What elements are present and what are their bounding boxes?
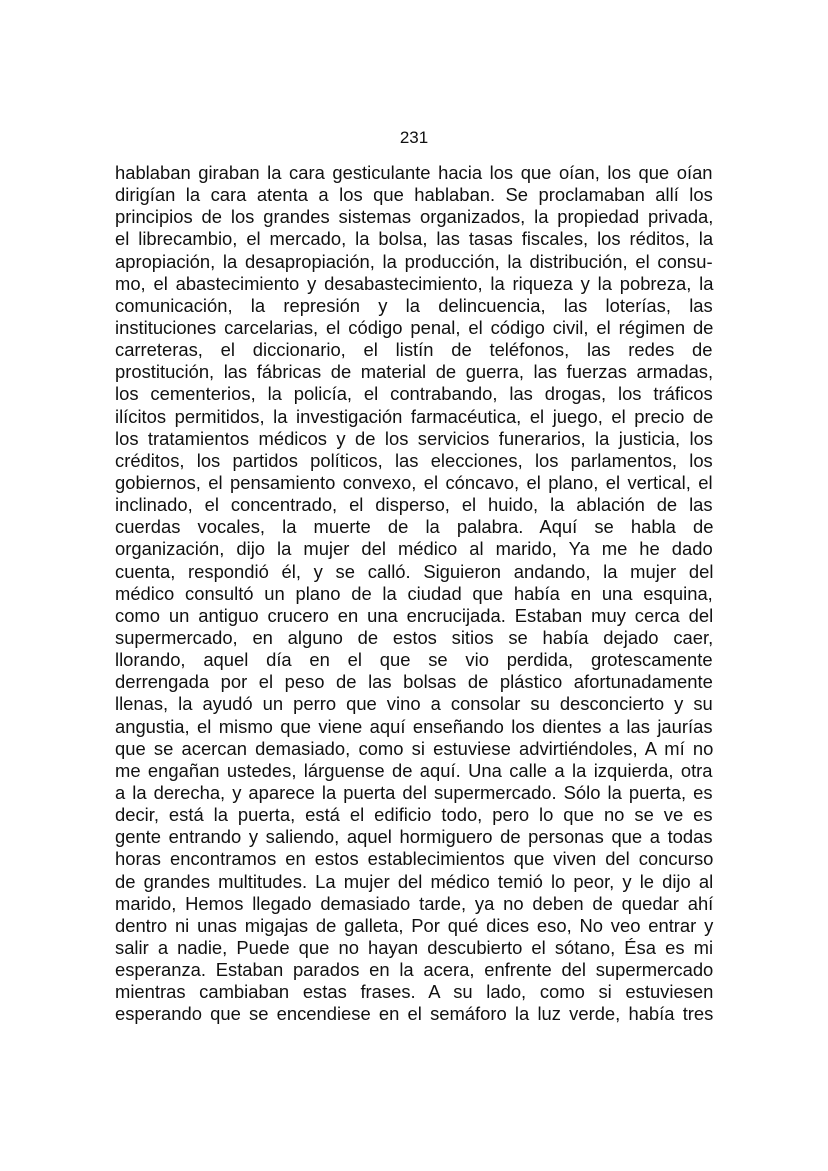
text-line: me engañan ustedes, lárguense de aquí. Una calle a la izquierda, otra [115,759,713,781]
text-line: prostitución, las fábricas de material de guerra, las fuerzas armadas, [115,361,714,383]
text-line: derrengada por el peso de las bolsas de plástico afortunadamente [115,671,713,693]
text-line: gobiernos, el pensamiento convexo, el cóncavo, el plano, el vertical, el [115,471,713,493]
text-line: horas encontramos en estos establecimientos que viven del concurso [115,848,714,870]
text-line: supermercado, en alguno de estos sitios se había dejado caer, [115,626,714,648]
text-line: comunicación, la represión y la delincuencia, las loterías, las [115,294,713,316]
text-line: esperando que se encendiese en el semáforo la luz verde, había tres [115,1003,714,1025]
text-line: salir a nadie, Puede que no hayan descubierto el sótano, Ésa es mi [115,936,714,958]
text-line: llorando, aquel día en el que se vio perdida, grotescamente [115,649,713,671]
text-line: gente entrando y saliendo, aquel hormiguero de personas que a todas [115,826,713,848]
page-number: 231 [399,128,429,147]
text-line: llenas, la ayudó un perro que vino a consolar su desconcierto y su [115,693,713,715]
text-line: como un antiguo crucero en una encrucijada. Estaban muy cerca del [115,604,714,626]
text-line: hablaban giraban la cara gesticulante hacia los que oían, los que oían [115,162,713,183]
text-line: apropiación, la desapropiación, la producción, la distribución, el consu- [115,250,713,272]
text-line: de grandes multitudes. La mujer del médico temió lo peor, y le dijo al [115,870,714,892]
text-line: dentro ni unas migajas de galleta, Por qué dices eso, No veo entrar y [115,914,714,936]
text-line: angustia, el mismo que viene aquí enseñando los dientes a las jaurías [115,715,713,737]
text-line: decir, está la puerta, está el edificio todo, pero lo que no se ve es [115,804,713,826]
text-line: instituciones carcelarias, el código penal, el código civil, el régimen de [115,316,714,338]
text-line: cuerdas vocales, la muerte de la palabra. Aquí se habla de [115,516,714,538]
text-line: esperanza. Estaban parados en la acera, enfrente del supermercado [115,959,714,981]
text-line: médico consultó un plano de la ciudad que había en una esquina, [115,582,713,604]
text-line: inclinado, el concentrado, el disperso, el huido, la ablación de las [115,494,713,516]
text-line: principios de los grandes sistemas organizados, la propiedad privada, [115,206,714,228]
text-line: mientras cambiaban estas frases. A su lado, como si estuviesen [115,981,714,1003]
text-line: ilícitos permitidos, la investigación farmacéutica, el juego, el precio de [115,405,714,427]
text-line: los cementerios, la policía, el contrabando, las drogas, los tráficos [115,383,713,405]
text-line: que se acercan demasiado, como si estuviese advirtiéndoles, A mí no [115,737,714,759]
text-line: dirigían la cara atenta a los que hablaban. Se proclamaban allí los [115,184,713,206]
text-line: marido, Hemos llegado demasiado tarde, ya no deben de quedar ahí [115,892,714,914]
text-line: créditos, los partidos políticos, las elecciones, los parlamentos, los [115,449,713,471]
text-line: mo, el abastecimiento y desabastecimiento, la riqueza y la pobreza, la [115,272,714,294]
text-line: a la derecha, y aparece la puerta del supermercado. Sólo la puerta, es [115,781,713,803]
text-line: los tratamientos médicos y de los servicios funerarios, la justicia, los [115,427,714,449]
text-line: cuenta, respondió él, y se calló. Siguieron andando, la mujer del [115,560,714,582]
text-line: el librecambio, el mercado, la bolsa, las tasas fiscales, los réditos, la [115,228,714,250]
body-text [115,162,713,1025]
text-line: organización, dijo la mujer del médico al marido, Ya me he dado [115,538,713,560]
text-line: carreteras, el diccionario, el listín de teléfonos, las redes de [115,339,713,361]
